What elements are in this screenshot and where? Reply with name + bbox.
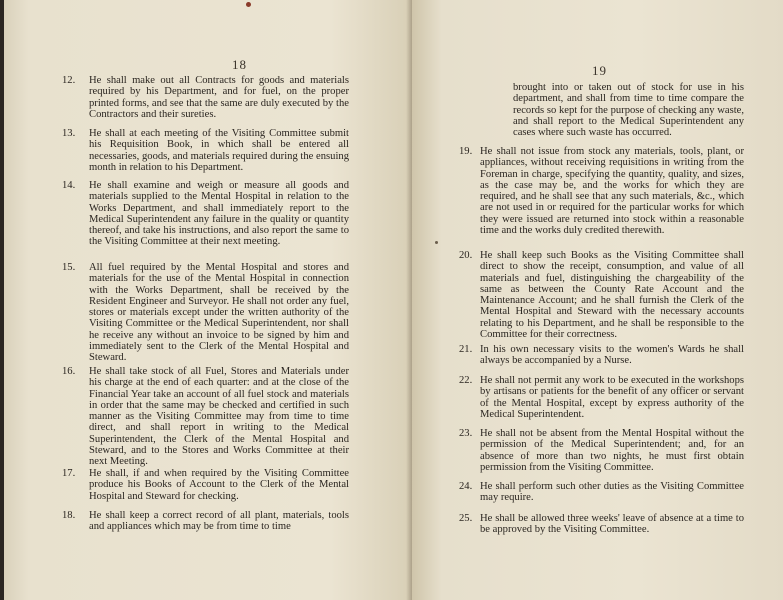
paragraph-text: He shall take stock of all Fuel, Stores and Materials under his charge at the end of each quarter: and at the close of the Financial Year take an account of all fuel stock and materials in order that the same may be checked and certified in such manner as the Visiting Committee may from time to time direct, and shall report in writing to the Medical Superintendent, the Clerk of the Mental Hospital and Steward, and to the Stores and Works Committee at their next Meeting. [89,366,349,468]
right-page [412,0,783,600]
paper-speck [435,241,438,244]
paragraph-number: 23. [459,428,473,439]
paragraph-18 [62,510,349,533]
paragraph-text: All fuel required by the Mental Hospital and stores and materials for the use of the Mental Hospital in connection with the Works Department, shall be received by the Resident Engineer and Surveyor. He shall not order any fuel, stores or materials except under the written authority of the Visiting Committee or the Medical Superintendent, nor shall he receive any without an invoice to be signed by him and immediately sent to the Clerk of the Mental Hospital and Steward. [89,262,349,364]
paragraph-number: 22. [459,375,473,386]
paragraph-number: 24. [459,481,473,492]
paragraph-14 [62,180,349,248]
paragraph-text: He shall make out all Contracts for goods and materials required by his Department, and for fuel, on the proper printed forms, and see that the same are duly executed by the Contractors and their sureties. [89,75,349,120]
paragraph-number: 16. [62,366,76,377]
paragraph-19 [459,146,744,236]
paragraph-number: 19. [459,146,473,157]
paragraph-text: He shall examine and weigh or measure all goods and materials supplied to the Mental Hospital in relation to the Works Department, and shall immediately report to the Medical Superintendent any failure in the quality or quantity thereof, and take his instructions, and also report the same to the Visiting Committee at their next meeting. [89,180,349,248]
paragraph-text: He shall be allowed three weeks' leave of absence at a time to be approved by the Visiting Committee. [480,513,744,536]
paragraph-21 [459,344,744,367]
paragraph-number: 13. [62,128,76,139]
paragraph-number: 12. [62,75,76,86]
paragraph-16 [62,366,349,468]
paragraph-15 [62,262,349,364]
paragraph-12 [62,75,349,120]
paragraph-text: He shall, if and when required by the Visiting Committee produce his Books of Account to the Clerk of the Mental Hospital and Steward for checking. [89,468,349,502]
paragraph-20 [459,250,744,340]
paragraph-text: He shall not be absent from the Mental Hospital without the permission of the Medical Superintendent; and, for an absence of more than two nights, he must first obtain permission from the Visiting Committee. [480,428,744,473]
paragraph-number: 20. [459,250,473,261]
paragraph-23 [459,428,744,473]
page-number-right: 19 [592,63,607,78]
paragraph-22 [459,375,744,420]
book-spread [4,0,783,600]
paragraph-13 [62,128,349,173]
paragraph-number: 21. [459,344,473,355]
paragraph-text: He shall keep such Books as the Visiting Committee shall direct to show the receipt, consumption, and value of all materials and fuel, distinguishing the chargeability of the same as between the County Rate Account and the Maintenance Account; and he shall furnish the Clerk of the Mental Hospital and Steward with the necessary accounts relating to his Department, and he shall be responsible to the Committee for their correctness. [480,250,744,341]
paragraph-text: He shall not issue from stock any materials, tools, plant, or appliances, without receiving requisitions in writing from the Foreman in charge, specifying the quantity, quality, and sizes, as the case may be, and the works for which they are required, and he shall see that any such materials, &c., which are not used in or required for the particular works for which they were issued are returned into stock within a reasonable time and the works duly credited therewith. [480,146,744,237]
paragraph-number: 17. [62,468,76,479]
paragraph-24 [459,481,744,504]
page-number-left: 18 [232,57,247,72]
paragraph-text: He shall at each meeting of the Visiting Committee submit his Requisition Book, in which shall be entered all necessaries, goods, and materials required during the ensuing month in relation to his Department. [89,128,349,173]
continuation-paragraph [492,82,744,138]
paragraph-text: brought into or taken out of stock for use in his department, and shall from time to time compare the records so kept for the purpose of checking any waste, and shall report to the Medical Superintendent any cases where such waste has occurred. [513,82,744,139]
paragraph-text: He shall keep a correct record of all plant, materials, tools and appliances which may be from time to time [89,510,349,533]
left-page [4,0,412,600]
page-mark [246,2,251,7]
paragraph-17 [62,468,349,502]
paragraph-number: 25. [459,513,473,524]
paragraph-number: 15. [62,262,76,273]
paragraph-text: He shall perform such other duties as the Visiting Committee may require. [480,481,744,504]
paragraph-text: He shall not permit any work to be executed in the workshops by artisans or patients for the benefit of any officer or servant of the Mental Hospital, except by express authority of the Medical Superintendent. [480,375,744,420]
paragraph-number: 18. [62,510,76,521]
paragraph-25 [459,513,744,536]
paragraph-text: In his own necessary visits to the women's Wards he shall always be accompanied by a Nurse. [480,344,744,367]
paragraph-number: 14. [62,180,76,191]
